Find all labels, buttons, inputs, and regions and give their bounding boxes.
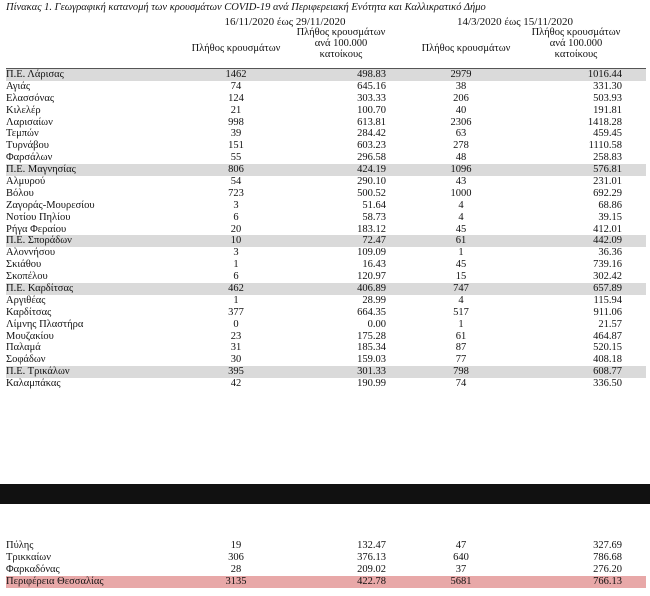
cases-cumulative: 15: [455, 271, 467, 283]
table-row: [6, 93, 646, 105]
cases-recent: 723: [228, 187, 244, 199]
row-name: Σκιάθου: [6, 259, 42, 271]
region-row: [6, 283, 646, 295]
per100k-cumulative: 36.36: [598, 247, 622, 259]
table-row: [6, 117, 646, 129]
per100k-cumulative: 464.87: [593, 330, 622, 342]
cases-cumulative: 5681: [450, 575, 472, 587]
header-cases-cumulative: Πλήθος κρουσμάτων: [421, 43, 511, 54]
header-cases-recent: Πλήθος κρουσμάτων: [191, 43, 281, 54]
row-name: Αργιθέας: [6, 294, 46, 306]
per100k-recent: 645.16: [357, 80, 386, 92]
cases-cumulative: 77: [455, 354, 467, 366]
per100k-recent: 284.42: [357, 128, 386, 140]
per100k-cumulative: 739.16: [593, 259, 622, 271]
cases-cumulative: 798: [453, 366, 469, 378]
cases-cumulative: 206: [453, 92, 469, 104]
per100k-recent: 664.35: [357, 306, 386, 318]
row-name: Π.Ε. Καρδίτσας: [6, 283, 74, 295]
per100k-recent: 303.33: [357, 92, 386, 104]
table-row: [6, 176, 646, 188]
cases-cumulative: 4: [458, 199, 464, 211]
table-caption: Πίνακας 1. Γεωγραφική κατανομή των κρουσμάτων COVID-19 ανά Περιφερειακή Ενότητα και Καλλικρατικό Δήμο: [6, 2, 486, 13]
cases-cumulative: 74: [455, 378, 467, 390]
per100k-recent: 301.33: [357, 366, 386, 378]
cases-recent: 31: [230, 342, 242, 354]
table-row: [6, 128, 646, 140]
per100k-cumulative: 408.18: [593, 354, 622, 366]
table-row: [6, 152, 646, 164]
cases-recent: 3135: [225, 575, 247, 587]
table-row: [6, 378, 646, 390]
cases-recent: 1: [233, 259, 239, 271]
per100k-recent: 376.13: [357, 551, 386, 563]
cases-cumulative: 37: [455, 563, 467, 575]
table-row: [6, 212, 646, 224]
per100k-cumulative: 39.15: [598, 211, 622, 223]
cases-recent: 124: [228, 92, 244, 104]
row-name: Π.Ε. Τρικάλων: [6, 366, 70, 378]
cases-recent: 462: [228, 283, 244, 295]
per100k-recent: 72.47: [362, 235, 386, 247]
row-name: Σκοπέλου: [6, 271, 48, 283]
per100k-recent: 424.19: [357, 164, 386, 176]
per100k-cumulative: 766.13: [593, 575, 622, 587]
per100k-recent: 183.12: [357, 223, 386, 235]
row-name: Περιφέρεια Θεσσαλίας: [6, 575, 104, 587]
per100k-recent: 109.09: [357, 247, 386, 259]
per100k-cumulative: 442.09: [593, 235, 622, 247]
per100k-cumulative: 503.93: [593, 92, 622, 104]
row-name: Καρδίτσας: [6, 306, 52, 318]
per100k-cumulative: 115.94: [593, 294, 622, 306]
per100k-recent: 16.43: [362, 259, 386, 271]
cases-recent: 998: [228, 116, 244, 128]
per100k-cumulative: 302.42: [593, 271, 622, 283]
cases-cumulative: 4: [458, 211, 464, 223]
cases-recent: 30: [230, 354, 242, 366]
per100k-cumulative: 608.77: [593, 366, 622, 378]
cases-recent: 20: [230, 223, 242, 235]
per100k-cumulative: 231.01: [593, 176, 622, 188]
per100k-cumulative: 1016.44: [587, 69, 622, 80]
per100k-cumulative: 1110.58: [588, 140, 622, 152]
cases-cumulative: 43: [455, 176, 467, 188]
table-row: [6, 247, 646, 259]
table-row: [6, 307, 646, 319]
row-name: Βόλου: [6, 187, 34, 199]
per100k-recent: 28.99: [362, 294, 386, 306]
cases-cumulative: 517: [453, 306, 469, 318]
cases-cumulative: 747: [453, 283, 469, 295]
cases-cumulative: 1000: [450, 187, 472, 199]
cases-recent: 23: [230, 330, 242, 342]
table-row: [6, 540, 646, 552]
per100k-recent: 500.52: [357, 187, 386, 199]
total-row: [6, 576, 646, 588]
per100k-recent: 290.10: [357, 176, 386, 188]
per100k-recent: 120.97: [357, 271, 386, 283]
per100k-cumulative: 331.30: [593, 80, 622, 92]
cases-recent: 54: [230, 176, 242, 188]
per100k-cumulative: 911.06: [593, 306, 622, 318]
row-name: Αλοννήσου: [6, 247, 56, 259]
table-row: [6, 319, 646, 331]
per100k-cumulative: 276.20: [593, 563, 622, 575]
cases-recent: 74: [230, 80, 242, 92]
header-per100k-cumulative: Πλήθος κρουσμάτων ανά 100.000 κατοίκους: [531, 27, 621, 60]
region-row: [6, 164, 646, 176]
cases-recent: 1: [233, 294, 239, 306]
row-name: Αγιάς: [6, 80, 30, 92]
cases-cumulative: 45: [455, 259, 467, 271]
per100k-cumulative: 692.29: [593, 187, 622, 199]
per100k-recent: 132.47: [357, 540, 386, 551]
cases-recent: 395: [228, 366, 244, 378]
per100k-recent: 422.78: [357, 575, 386, 587]
per100k-recent: 0.00: [367, 318, 386, 330]
per100k-recent: 185.34: [357, 342, 386, 354]
per100k-cumulative: 520.15: [593, 342, 622, 354]
table-row: [6, 342, 646, 354]
row-name: Καλαμπάκας: [6, 378, 61, 390]
per100k-cumulative: 459.45: [593, 128, 622, 140]
per100k-recent: 159.03: [357, 354, 386, 366]
per100k-cumulative: 68.86: [598, 199, 622, 211]
period-recent: 16/11/2020 έως 29/11/2020: [224, 16, 346, 28]
table-body-bottom: [6, 540, 646, 588]
per100k-recent: 603.23: [357, 140, 386, 152]
cases-cumulative: 1: [458, 247, 464, 259]
table-row: [6, 200, 646, 212]
cases-cumulative: 61: [455, 330, 467, 342]
cases-recent: 42: [230, 378, 242, 390]
cases-recent: 19: [230, 540, 242, 551]
table-row: [6, 564, 646, 576]
row-name: Μουζακίου: [6, 330, 54, 342]
row-name: Τυρνάβου: [6, 140, 49, 152]
per100k-cumulative: 327.69: [593, 540, 622, 551]
header-per100k-recent: Πλήθος κρουσμάτων ανά 100.000 κατοίκους: [296, 27, 386, 60]
per100k-recent: 51.64: [362, 199, 386, 211]
cases-recent: 21: [230, 104, 242, 116]
per100k-cumulative: 1418.28: [587, 116, 622, 128]
per100k-cumulative: 786.68: [593, 551, 622, 563]
cases-recent: 3: [233, 199, 239, 211]
per100k-recent: 613.81: [357, 116, 386, 128]
cases-cumulative: 61: [455, 235, 467, 247]
table-row: [6, 259, 646, 271]
row-name: Παλαμά: [6, 342, 41, 354]
per100k-cumulative: 258.83: [593, 152, 622, 164]
per100k-recent: 100.70: [357, 104, 386, 116]
cases-cumulative: 640: [453, 551, 469, 563]
cases-recent: 151: [228, 140, 244, 152]
cases-cumulative: 2306: [450, 116, 472, 128]
cases-recent: 28: [230, 563, 242, 575]
per100k-cumulative: 21.57: [598, 318, 622, 330]
cases-recent: 306: [228, 551, 244, 563]
row-name: Κιλελέρ: [6, 104, 41, 116]
cases-cumulative: 2979: [450, 69, 472, 80]
table-body-top: [6, 69, 646, 390]
region-row: [6, 69, 646, 81]
row-name: Τρικκαίων: [6, 551, 51, 563]
row-name: Πύλης: [6, 540, 34, 551]
cases-recent: 1462: [225, 69, 247, 80]
cases-cumulative: 45: [455, 223, 467, 235]
table-row: [6, 295, 646, 307]
cases-recent: 39: [230, 128, 242, 140]
cases-cumulative: 4: [458, 294, 464, 306]
period-cumulative: 14/3/2020 έως 15/11/2020: [456, 16, 574, 28]
cases-recent: 55: [230, 152, 242, 164]
per100k-cumulative: 336.50: [593, 378, 622, 390]
row-name: Λίμνης Πλαστήρα: [6, 318, 84, 330]
cases-cumulative: 63: [455, 128, 467, 140]
per100k-cumulative: 576.81: [593, 164, 622, 176]
per100k-recent: 498.83: [357, 69, 386, 80]
cases-cumulative: 47: [455, 540, 467, 551]
cases-recent: 3: [233, 247, 239, 259]
per100k-cumulative: 412.01: [593, 223, 622, 235]
row-name: Π.Ε. Μαγνησίας: [6, 164, 76, 176]
cases-cumulative: 1096: [450, 164, 472, 176]
row-name: Σοφάδων: [6, 354, 46, 366]
cases-recent: 806: [228, 164, 244, 176]
row-name: Π.Ε. Λάρισας: [6, 69, 64, 80]
cases-cumulative: 87: [455, 342, 467, 354]
row-name: Αλμυρού: [6, 176, 46, 188]
row-name: Ρήγα Φεραίου: [6, 223, 67, 235]
region-row: [6, 235, 646, 247]
cases-cumulative: 1: [458, 318, 464, 330]
cases-cumulative: 38: [455, 80, 467, 92]
per100k-recent: 296.58: [357, 152, 386, 164]
cases-recent: 0: [233, 318, 239, 330]
table-row: [6, 331, 646, 343]
table-row: [6, 105, 646, 117]
row-name: Νοτίου Πηλίου: [6, 211, 71, 223]
per100k-recent: 175.28: [357, 330, 386, 342]
cases-cumulative: 278: [453, 140, 469, 152]
table-row: [6, 552, 646, 564]
row-name: Λαρισαίων: [6, 116, 53, 128]
row-name: Π.Ε. Σποράδων: [6, 235, 72, 247]
cases-recent: 377: [228, 306, 244, 318]
per100k-recent: 406.89: [357, 283, 386, 295]
cases-recent: 6: [233, 211, 239, 223]
row-name: Τεμπών: [6, 128, 39, 140]
cases-recent: 10: [230, 235, 242, 247]
row-name: Φαρσάλων: [6, 152, 53, 164]
per100k-cumulative: 657.89: [593, 283, 622, 295]
row-name: Ελασσόνας: [6, 92, 54, 104]
per100k-recent: 209.02: [357, 563, 386, 575]
table-row: [6, 188, 646, 200]
table-row: [6, 140, 646, 152]
cases-cumulative: 40: [455, 104, 467, 116]
table-row: [6, 81, 646, 93]
row-name: Ζαγοράς-Μουρεσίου: [6, 199, 95, 211]
table-row: [6, 354, 646, 366]
cases-recent: 6: [233, 271, 239, 283]
region-row: [6, 366, 646, 378]
cases-cumulative: 48: [455, 152, 467, 164]
per100k-recent: 190.99: [357, 378, 386, 390]
per100k-cumulative: 191.81: [593, 104, 622, 116]
table-row: [6, 271, 646, 283]
page-gap-band: [0, 484, 650, 504]
per100k-recent: 58.73: [362, 211, 386, 223]
row-name: Φαρκαδόνας: [6, 563, 60, 575]
table-row: [6, 224, 646, 236]
